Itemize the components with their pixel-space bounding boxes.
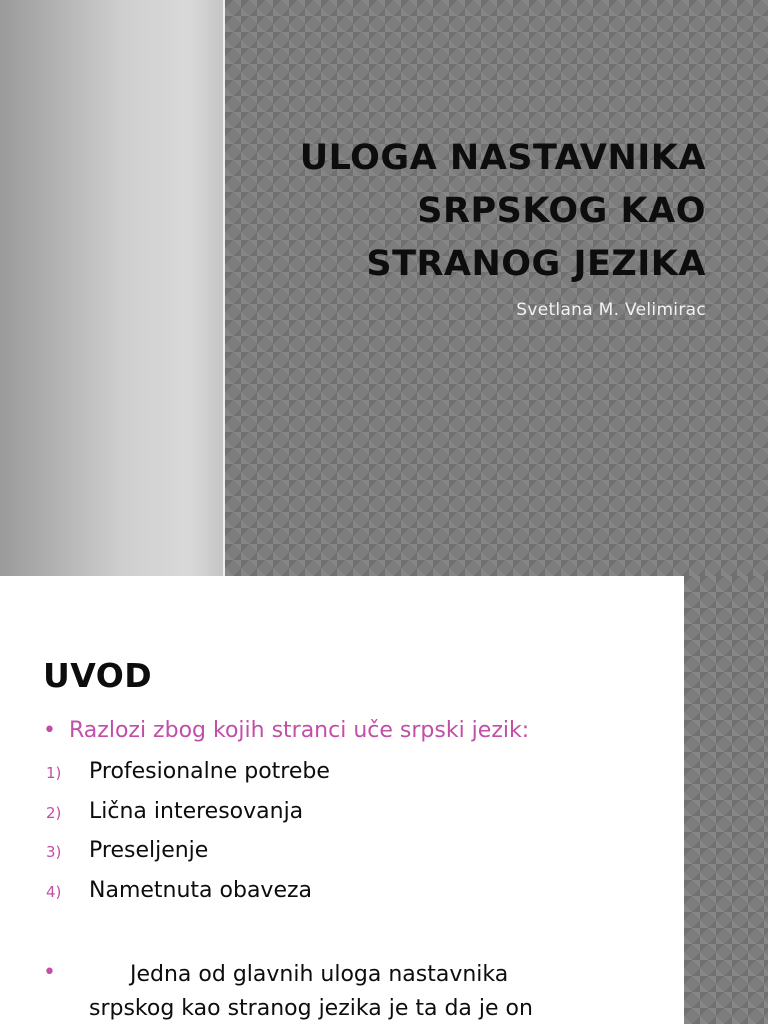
list-item-number: 2) xyxy=(46,803,62,822)
bullet-icon: • xyxy=(43,960,56,985)
title-line-2: SRPSKOG KAO xyxy=(417,191,706,231)
bullet-text: Razlozi zbog kojih stranci uče srpski jezik: xyxy=(69,718,530,743)
bullet-icon: • xyxy=(43,718,56,743)
list-item xyxy=(46,878,330,918)
title-line-3: STRANOG JEZIKA xyxy=(366,244,706,284)
slide-title-text xyxy=(246,132,706,291)
list-item-number: 4) xyxy=(46,882,62,901)
list-item-text: Lična interesovanja xyxy=(89,798,304,824)
slide-left-gradient-panel xyxy=(0,0,224,576)
paragraph-line-1: Jedna od glavnih uloga nastavnika xyxy=(130,962,509,987)
slide-pattern-panel xyxy=(225,0,768,576)
list-item xyxy=(46,799,330,839)
slide-uvod xyxy=(0,576,768,1024)
list-item-text: Preseljenje xyxy=(89,838,209,863)
list-item-number: 1) xyxy=(46,764,62,782)
list-item-number: 3) xyxy=(46,843,62,861)
list-item xyxy=(46,759,330,799)
bullet-item xyxy=(43,718,529,743)
list-item-text: Profesionalne potrebe xyxy=(89,759,330,784)
list-item xyxy=(46,838,330,878)
paragraph-bullet xyxy=(43,958,663,1024)
paragraph-line-2: srpskog kao stranog jezika je ta da je on xyxy=(89,996,533,1021)
numbered-list xyxy=(46,759,330,917)
title-line-1: ULOGA NASTAVNIKA xyxy=(299,138,706,178)
list-item-text: Nametnuta obaveza xyxy=(89,877,313,903)
slide-subtitle: Svetlana M. Velimirac xyxy=(516,300,706,320)
slide-heading: UVOD xyxy=(43,656,153,695)
slide-pattern-strip xyxy=(684,576,768,1024)
